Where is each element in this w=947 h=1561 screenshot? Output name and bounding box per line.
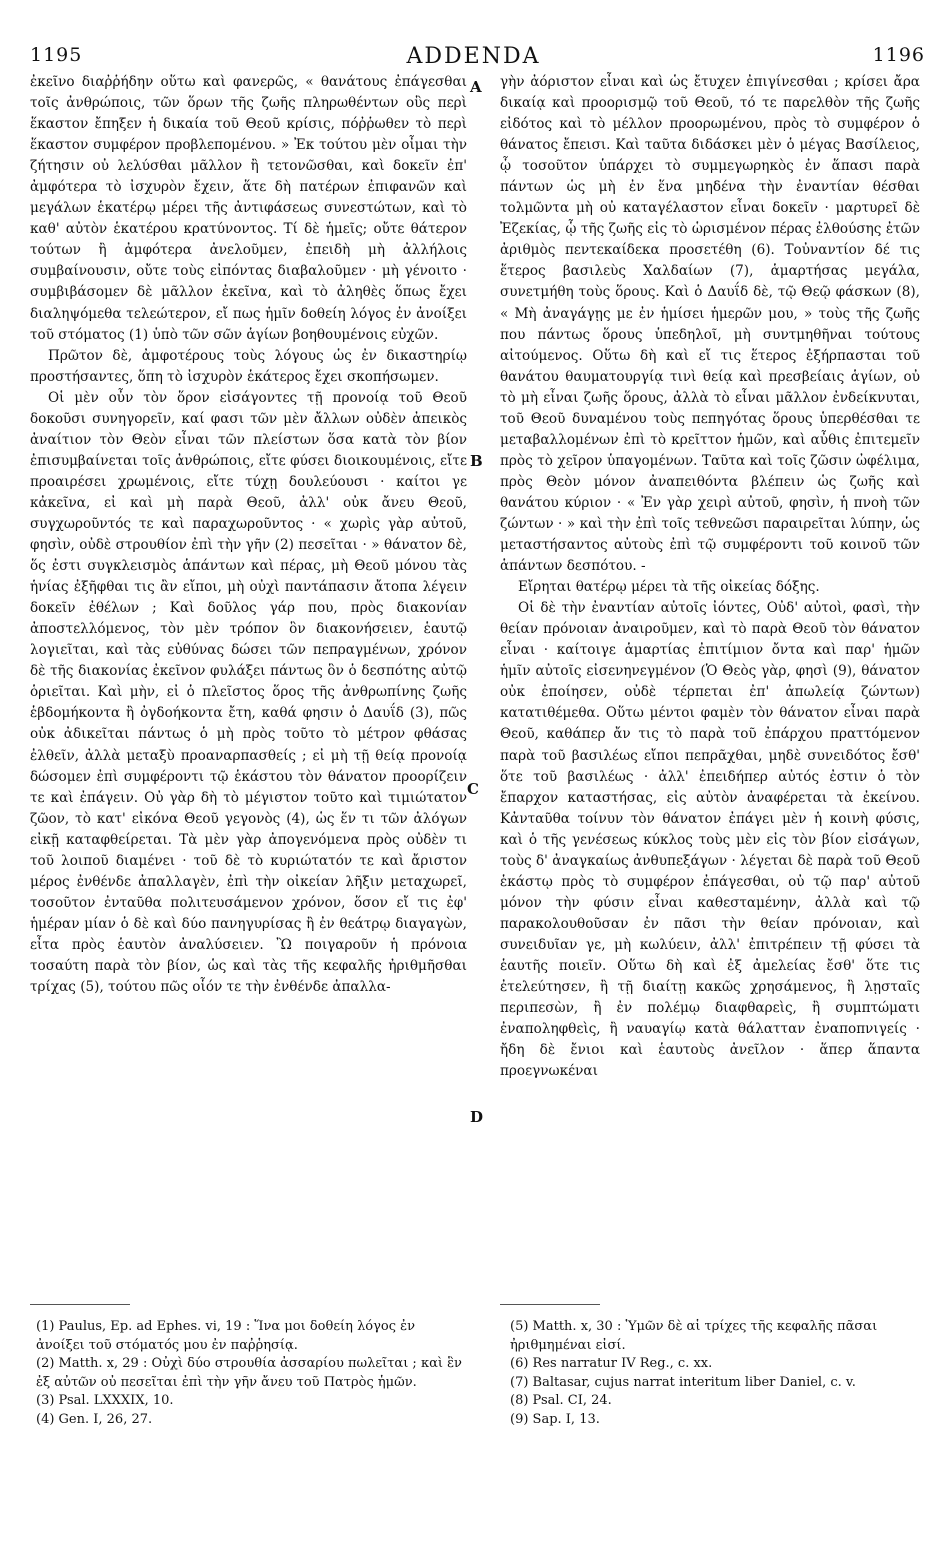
paragraph: Οἱ μὲν οὖν τὸν ὅρον εἰσάγοντες τῇ προνοίᾳ τοῦ Θεοῦ δοκοῦσι συνηγορεῖν, καί φασι τῶν μὲν ἄλλων οὐδὲν ἀπεικὸς ἀναίτιον τὸν Θεὸν εἶναι τῶν πλείστων ὅσα κατὰ τὸν βίον ἐπισυμβαίνεται τοῖς ἀνθρώποις, εἴτε φύσει διοικουμένοις, εἴτε προαιρέσει χρωμένοις, εἴτε τύχῃ δουλεύουσι · καίτοι γε κἀκεῖνα, εἰ καὶ μὴ παρὰ Θεοῦ, ἀλλ' οὐκ ἄνευ Θεοῦ, συγχωροῦντός τε καὶ παραχωροῦντος · « χωρὶς γὰρ αὐτοῦ, φησὶν, οὐδὲ στρουθίον ἐπὶ τὴν γῆν (2) πεσεῖται · » θάνατον δὲ, ὅς ἐστι συγκλεισμὸς ἁπάντων καὶ πέρας, μὴ Θεοῦ μόνου τὰς ἡνίας ἐξῆφθαι τις ἂν εἴποι, μὴ οὐχὶ παντάπασιν ἄτοπα λέγειν δοκεῖν ἐθέλων ; Καὶ δοῦλος γάρ που, πρὸς διακονίαν ἀποστελλόμενος, τὸν μὲν τρόπον ὃν διακονήσειεν, ἑαυτῷ λογιεῖται, καὶ τὰς εὐθύνας δώσει τῶν πεπραγμένων, χρόνον δὲ τῆς διακονίας ἐκεῖνον φυλάξει πάντως ὃν ὁ δεσπότης αὐτῷ ὁριεῖται. Καὶ μὴν, εἰ ὁ πλεῖστος ὅρος τῆς ἀνθρωπίνης ζωῆς ἑβδομήκοντα ἢ ὀγδοήκοντα ἔτη, καθά φησιν ὁ Δαυΐδ (3), πῶς οὐκ ἀδικεῖται πάντως ὁ μὴ πρὸς τοῦτο τὸ μέτρον φθάσας ἐλθεῖν, ἀλλὰ μεταξὺ προαναρπασθείς ; εἰ μὴ τῇ θείᾳ προνοίᾳ δώσομεν ἐπὶ συμφέροντι τῷ ἑκάστου τὸν θάνατον προορίζειν τε καὶ ἐπάγειν. Οὐ γὰρ δὴ τὸ μέγιστον τοῦτο καὶ τιμιώτατον ζῶον, τὸ κατ' εἰκόνα Θεοῦ γεγονὸς (4), ὡς ἕν τι τῶν ἀλόγων εἰκῇ καταφθείρεται. Τὰ μὲν γὰρ ἀπογενόμενα πρὸς οὐδὲν τι τοῦ λοιποῦ διαμένει · τοῦ δὲ τὸ κυριώτατόν τε καὶ ἄριστον μέρος ἐνθένδε ἀπαλλαγὲν, ἐπὶ τὴν οἰκείαν λῆξιν μεταχωρεῖ, τοσοῦτον ἐνταῦθα πολιτευσάμενον χρόνον, ὅσον εἴ τις ἐφ' ἡμέραν μίαν ὁ δὲ καὶ δύο πανηγυρίσας ἢ ἐν θεάτρῳ διαγαγὼν, εἶτα πρὸς ἑαυτὸν ἀναλύσειεν. Ὢ ποιγαροῦν ἡ πρόνοια τοσαύτη παρὰ τὸν βίον, ὡς καὶ τὰς τῆς κεφαλῆς ἠριθμῆσθαι τρίχας (5), τούτου πῶς οἷόν τε τὴν ἐνθένδε ἀπαλλα- [30, 389, 467, 996]
footnotes-right [510, 1318, 920, 1429]
footnote-rule-right [500, 1304, 600, 1305]
paragraph: ἐκεῖνο διαῤῥήδην οὕτω καὶ φανερῶς, « θανάτους ἐπάγεσθαι τοῖς ἀνθρώποις, τῶν ὅρων τῆς ζωῆς πληρωθέντων οὓς περὶ ἕκαστον ἔπηξεν ἡ δικαία τοῦ Θεοῦ κρίσις, πόῤῥωθεν τὸ περὶ ἕκαστον συμφέρον προβλεπομένου. » Ἐκ τούτου μὲν οἶμαι τὴν ζήτησιν οὐ λελύσθαι μᾶλλον ἢ τετονῶσθαι, καὶ δοκεῖν ἐπ' ἀμφότερα τὸ ἰσχυρὸν ἔχειν, ἅτε δὴ πατέρων ἐπιφανῶν καὶ μεγάλων ἑκατέρῳ μέρει τῆς ἀντιφάσεως συνεστώτων, καὶ τὸ καθ' αὐτὸν ἑκατέρου κρατύνοντος. Τί δὲ ἡμεῖς; οὔτε θάτερον τούτων ἢ ἀμφότερα ἀνελοῦμεν, ἐπειδὴ μὴ ἀλλήλοις συμβαίνουσιν, οὔτε τοὺς εἰπόντας διαβαλοῦμεν · μὴ γένοιτο · συμβιβάσομεν δὲ μᾶλλον ἐκεῖνα, καὶ τὸ ἀληθὲς ὅπως ἔχει διαληψόμεθα τελεώτερον, εἴ πως ἡμῖν δοθείη λόγος ἐν ἀνοίξει τοῦ στόματος (1) ὑπὸ τῶν σῶν ἁγίων βοηθουμένοις εὐχῶν. [30, 74, 467, 343]
footnote: (7) Baltasar, cujus narrat interitum liber Daniel, c. v. [510, 1374, 856, 1390]
footnote: (5) Matth. x, 30 : Ὑμῶν δὲ αἱ τρίχες τῆς κεφαλῆς πᾶσαι ἠριθμημέναι εἰσί. [510, 1319, 878, 1353]
margin-marker-b: B [470, 452, 483, 470]
footnote: (1) Paulus, Ep. ad Ephes. vi, 19 : Ἵνα μοι δοθείη λόγος ἐν ἀνοίξει τοῦ στόματός μου ἐν παῤῥησίᾳ. [36, 1319, 416, 1353]
paragraph: γὴν ἀόριστον εἶναι καὶ ὡς ἔτυχεν ἐπιγίνεσθαι ; κρίσει ἄρα δικαίᾳ καὶ προορισμῷ τοῦ Θεοῦ, τό τε παρελθὸν τῆς ζωῆς εἰδότος καὶ τὸ μέλλον προορωμένου, πρὸς τὸ συμφέρον ὁ θάνατος ἔπεισι. Καὶ ταῦτα διδάσκει μὲν ὁ μέγας Βασίλειος, ᾧ τοσοῦτον ὑπάρχει τὸ συμμεγωρηκὸς ἐν ἅπασι παρὰ πάντων ὡς μὴ ἐν ἕνα μηδένα τὴν ἐναντίαν θέσθαι τολμῶντα μὴ οὐ καταγέλαστον εἶναι δοκεῖν · μαρτυρεῖ δὲ Ἐζεκίας, ᾧ τῆς ζωῆς εἰς τὸ ὡρισμένον πέρας ἐλθούσης ἐτῶν ἀριθμὸς πεντεκαίδεκα προσετέθη (6). Τοὐναντίον δέ τις ἕτερος βασιλεὺς Χαλδαίων (7), ἁμαρτήσας μεγάλα, συνετμήθη τοὺς ὅρους. Καὶ ὁ Δαυΐδ δὲ, τῷ Θεῷ φάσκων (8), « Μὴ ἀναγάγῃς με ἐν ἡμίσει ἡμερῶν μου, » τοὺς τῆς ζωῆς που πάντως ὅρους ὑπεδηλοῖ, μὴ συντμηθῆναι τούτους αἰτούμενος. Οὕτω δὴ καὶ εἴ τις ἕτερος ἐξήρπασται τοῦ θανάτου θαυματουργίᾳ τινὶ θείᾳ καὶ πρεσβείαις ἁγίων, οὐ τὸ μὴ εἶναι ζωῆς ὅρους, ἀλλὰ τὸ εἶναι μᾶλλον ἐνδείκνυται, τοῦ Θεοῦ δυναμένου τοὺς πεπηγότας ὅρους ὑπερθέσθαι τε μεταβαλλομένων ἐπὶ τὸ κρεῖττον ἡμῶν, καὶ αὖθις ἐπιτεμεῖν πρὸς τὸ χεῖρον ὑπαγομένων. Ταῦτα καὶ τοῖς ζῶσιν ὠφέλιμα, πρὸς Θεὸν μόνον ἀναπειθόντα βλέπειν ὡς ζωῆς καὶ θανάτου κύριον · « Ἐν γὰρ χειρὶ αὐτοῦ, φησὶν, ἡ πνοὴ τῶν ζώντων · » καὶ τὴν ἐπὶ τοῖς τεθνεῶσι παραιρεῖται λύπην, ὡς μεταστήσαντος αὐτοὺς ἐπὶ τῷ συμφέροντι τοῦ κοινοῦ τῶν ἁπάντων δεσπότου. - [500, 74, 920, 575]
margin-marker-a: A [470, 78, 482, 96]
margin-marker-d: D [470, 1108, 484, 1126]
footnote: (9) Sap. I, 13. [510, 1411, 600, 1427]
page-number-left: 1195 [30, 44, 83, 66]
paragraph: Πρῶτον δὲ, ἀμφοτέρους τοὺς λόγους ὡς ἐν δικαστηρίῳ προστήσαντες, ὅπη τὸ ἰσχυρὸν ἑκάτερος ἔχει σκοπήσωμεν. [30, 347, 467, 385]
footnote: (2) Matth. x, 29 : Οὐχὶ δύο στρουθία ἀσσαρίου πωλεῖται ; καὶ ἓν ἐξ αὐτῶν οὐ πεσεῖται ἐπὶ τὴν γῆν ἄνευ τοῦ Πατρὸς ἡμῶν. [36, 1356, 462, 1390]
footnote-rule-left [30, 1304, 130, 1305]
paragraph: Εἴρηται θατέρῳ μέρει τὰ τῆς οἰκείας δόξης. [518, 579, 820, 596]
margin-marker-c: C [467, 780, 479, 798]
footnote: (4) Gen. I, 26, 27. [36, 1411, 153, 1427]
paragraph: Οἱ δὲ τὴν ἐναντίαν αὐτοῖς ἰόντες, Οὐδ' αὐτοὶ, φασὶ, τὴν θείαν πρόνοιαν ἀναιροῦμεν, καὶ τὸ παρὰ Θεοῦ τὸν θάνατον εἶναι · καίτοιγε ἁμαρτίας ἐπιτίμιον ὄντα καὶ παρ' ἡμῶν ἡμῖν αὐτοῖς εἰσενηνεγμένον (Ὁ Θεὸς γὰρ, φησὶ (9), θάνατον οὐκ ἐποίησεν, οὐδὲ τέρπεται ἐπ' ἀπωλείᾳ ζώντων) κατατιθέμεθα. Οὕτω μέντοι φαμὲν τὸν θάνατον εἶναι παρὰ Θεοῦ, καθάπερ ἄν τις τὸ παρὰ τοῦ ἐπάρχου πραττόμενον παρὰ τοῦ βασιλέως εἴποι πεπρᾶχθαι, μηδὲ συνειδότος ἔσθ' ὅτε τοῦ βασιλέως · ἀλλ' ἐπειδήπερ αὐτός ἐστιν ὁ τὸν ἔπαρχον καταστήσας, εἰς αὐτὸν ἀναφέρεται τὰ ἐκείνου. Κἀνταῦθα τοίνυν τὸν θάνατον ἐπάγει μὲν ἡ κοινὴ φύσις, καὶ ὁ τῆς γενέσεως κύκλος τοὺς μὲν εἰς τὸν βίον εἰσάγων, τοὺς δ' ἀναγκαίως ἀνθυπεξάγων · λέγεται δὲ παρὰ τοῦ Θεοῦ ἑκάστῳ πρὸς τὸ συμφέρον ἐπάγεσθαι, οὐ τῷ παρ' αὐτοῦ μόνον τὴν φύσιν εἶναι καθεσταμένην, ἀλλὰ καὶ τῷ παρακολουθοῦσαν ἐν πᾶσι τὴν θείαν πρόνοιαν, καὶ συνειδυῖαν γε, μὴ κωλύειν, ἀλλ' ἐπιτρέπειν τῇ φύσει τὰ ἑαυτῆς ποιεῖν. Οὕτω δὴ καὶ ἐξ ἀμελείας ἔσθ' ὅτε τις ἐτελεύτησεν, ἢ τῇ διαίτῃ κακῶς χρησάμενος, ἢ λῃσταῖς περιπεσὼν, ἢ ἐν πολέμῳ διαφθαρεὶς, ἢ συμπτώματι ἐναποληφθεὶς, ἢ ναυαγίῳ κατὰ θάλατταν ἐναποπνιγείς · ἤδη δὲ ἔνιοι καὶ ἑαυτοὺς ἀνεῖλον · ἅπερ ἅπαντα προεγνωκέναι [500, 600, 920, 1080]
footnote: (8) Psal. CI, 24. [510, 1393, 612, 1408]
footnotes-left [36, 1318, 466, 1429]
footnote: (3) Psal. LXXXIX, 10. [36, 1393, 174, 1408]
footnote: (6) Res narratur IV Reg., c. xx. [510, 1356, 713, 1371]
running-title: ADDENDA [406, 44, 541, 69]
page-number-right: 1196 [872, 44, 925, 66]
left-column [30, 72, 467, 998]
right-column [500, 72, 920, 1082]
